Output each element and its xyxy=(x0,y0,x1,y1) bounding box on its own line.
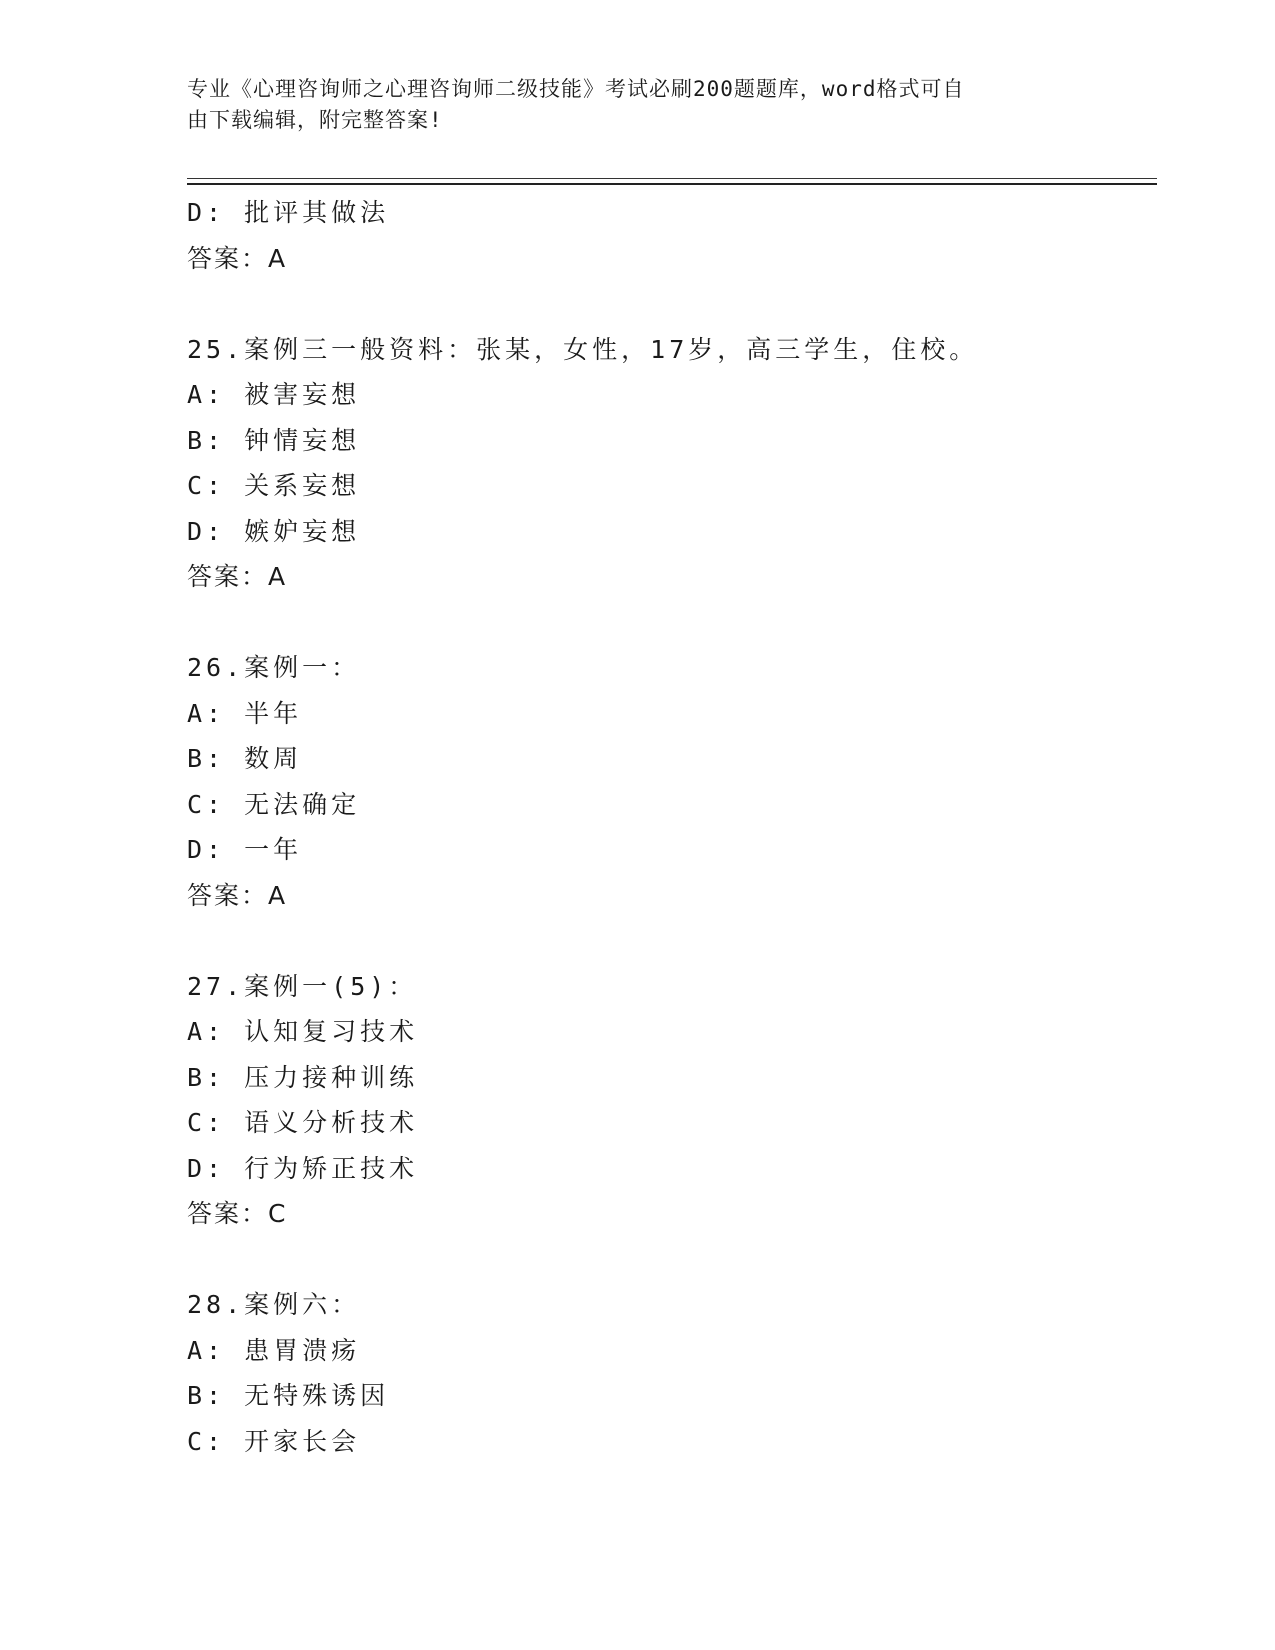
question-27 xyxy=(187,964,1157,1237)
option-c: C: 关系妄想 xyxy=(187,471,361,500)
option-b: B: 数周 xyxy=(187,744,303,773)
option-a: A: 患胃溃疡 xyxy=(187,1335,361,1365)
answer-line: 答案：A xyxy=(187,562,288,591)
previous-question-tail xyxy=(187,190,1157,281)
question-25 xyxy=(187,327,1157,600)
option-a: A: 被害妄想 xyxy=(187,380,361,409)
option-b: B: 钟情妄想 xyxy=(187,425,361,455)
header-divider-thick xyxy=(187,183,1157,185)
answer-line: 答案：C xyxy=(187,1199,288,1228)
question-stem: 25.案例三一般资料：张某，女性，17岁，高三学生，住校。 xyxy=(187,334,979,364)
answer-line: 答案：A xyxy=(187,243,288,273)
option-b: B: 压力接种训练 xyxy=(187,1062,419,1092)
question-stem: 26.案例一： xyxy=(187,653,361,682)
spacer xyxy=(187,918,1157,964)
option-d: D: 行为矫正技术 xyxy=(187,1153,419,1183)
option-d: D: 嫉妒妄想 xyxy=(187,516,361,546)
question-list xyxy=(187,190,1157,1464)
option-a: A: 半年 xyxy=(187,698,303,728)
answer-line: 答案：A xyxy=(187,880,288,910)
header-divider-thin xyxy=(187,178,1157,179)
option-d: D: 批评其做法 xyxy=(187,198,390,227)
document-header xyxy=(187,74,1067,136)
header-line-2: 由下载编辑，附完整答案! xyxy=(187,108,443,132)
option-c: C: 语义分析技术 xyxy=(187,1108,419,1137)
option-b: B: 无特殊诱因 xyxy=(187,1381,390,1410)
spacer xyxy=(187,281,1157,327)
question-26 xyxy=(187,645,1157,918)
question-stem: 28.案例六： xyxy=(187,1290,361,1319)
option-d: D: 一年 xyxy=(187,835,303,864)
option-c: C: 无法确定 xyxy=(187,789,361,819)
header-line-1: 专业《心理咨询师之心理咨询师二级技能》考试必刷200题题库，word格式可自 xyxy=(187,77,965,101)
question-stem: 27.案例一(5)： xyxy=(187,971,418,1001)
question-28 xyxy=(187,1282,1157,1464)
option-c: C: 开家长会 xyxy=(187,1426,361,1456)
spacer xyxy=(187,1237,1157,1283)
option-a: A: 认知复习技术 xyxy=(187,1017,419,1046)
spacer xyxy=(187,600,1157,646)
